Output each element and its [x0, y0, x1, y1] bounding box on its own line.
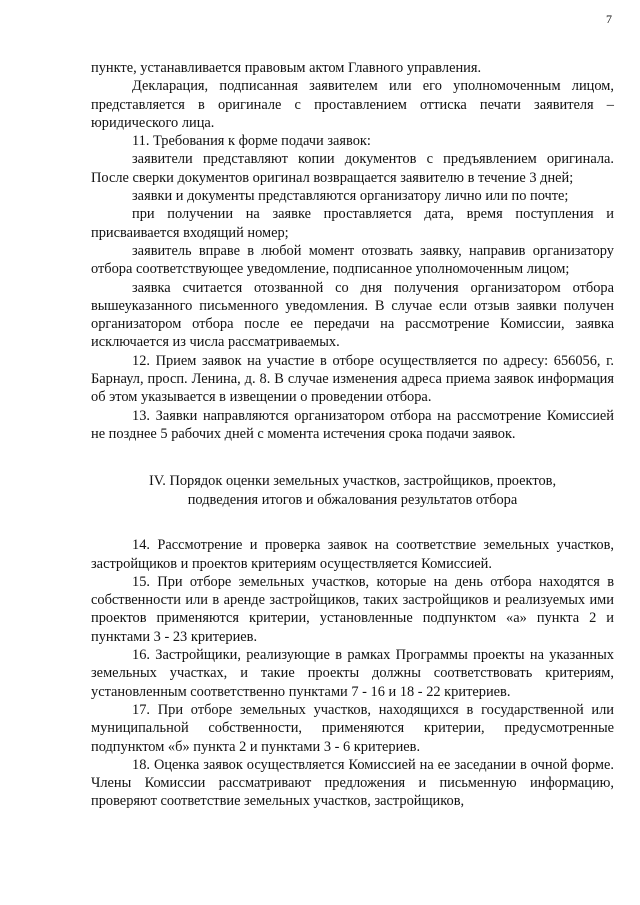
paragraph: при получении на заявке проставляется дата, время поступления и присваивается входящий номер;	[91, 206, 614, 241]
section-heading-line-2: подведения итогов и обжалования результатов отбора	[187, 492, 518, 509]
page-number: 7	[606, 12, 612, 26]
paragraph: 13. Заявки направляются организатором отбора на рассмотрение Комиссией не позднее 5 рабочих дней с момента истечения срока подачи заявок.	[91, 407, 614, 442]
paragraph: пункте, устанавливается правовым актом Главного управления.	[91, 60, 482, 76]
paragraph: 17. При отборе земельных участков, находящихся в государственной или муниципальной собственности, применяются критерии, предусмотренные подпунктом «б» пункта 2 и пунктами 3 - 6 критериев.	[91, 701, 614, 755]
paragraph: 11. Требования к форме подачи заявок:	[132, 133, 371, 150]
paragraph: заявители представляют копии документов с предъявлением оригинала. После сверки документов оригинал возвращается заявителю в течение 3 дней;	[91, 151, 614, 186]
paragraph: 14. Рассмотрение и проверка заявок на соответствие земельных участков, застройщиков и проектов критериям осуществляется Комиссией.	[91, 537, 614, 572]
document-body	[91, 59, 614, 811]
paragraph: 18. Оценка заявок осуществляется Комиссией на ее заседании в очной форме. Члены Комиссии рассматривают предложения и письменную информацию, проверяют соответствие земельных участков, застройщиков,	[91, 756, 614, 810]
section-heading	[91, 472, 614, 510]
paragraph: 15. При отборе земельных участков, которые на день отбора находятся в собственности или в аренде застройщиков, таких застройщиков и реализуемых ими проектов применяются критерии, установленные подпунктом «а» пункта 2 и пунктами 3 - 23 критериев.	[91, 573, 614, 645]
paragraph: заявитель вправе в любой момент отозвать заявку, направив организатору отбора соответствующее уведомление, подписанное уполномоченным лицом;	[91, 242, 614, 278]
paragraph: заявка считается отозванной со дня получения организатором отбора вышеуказанного письменного уведомления. В случае если отзыв заявки получен организатором отбора после ее передачи на рассмотрение Комиссии, заявка исключается из числа рассматриваемых.	[91, 279, 614, 351]
paragraphs-after-section	[91, 536, 614, 810]
paragraph: заявки и документы представляются организатору лично или по почте;	[132, 188, 569, 205]
paragraphs-before-section	[91, 59, 614, 443]
paragraph: Декларация, подписанная заявителем или его уполномоченным лицом, представляется в оригинале с проставлением оттиска печати заявителя – юридического лица.	[91, 78, 614, 131]
section-heading-line-1: IV. Порядок оценки земельных участков, застройщиков, проектов,	[148, 473, 557, 490]
paragraph: 12. Прием заявок на участие в отборе осуществляется по адресу: 656056, г. Барнаул, просп. Ленина, д. 8. В случае изменения адреса приема заявок информация об этом указывается в извещении о проведении отбора.	[91, 352, 614, 406]
paragraph: 16. Застройщики, реализующие в рамках Программы проекты на указанных земельных участках, и такие проекты должны соответствовать критериям, установленным соответственно пунктами 7 - 16 и 18 - 22 критериев.	[91, 647, 614, 700]
